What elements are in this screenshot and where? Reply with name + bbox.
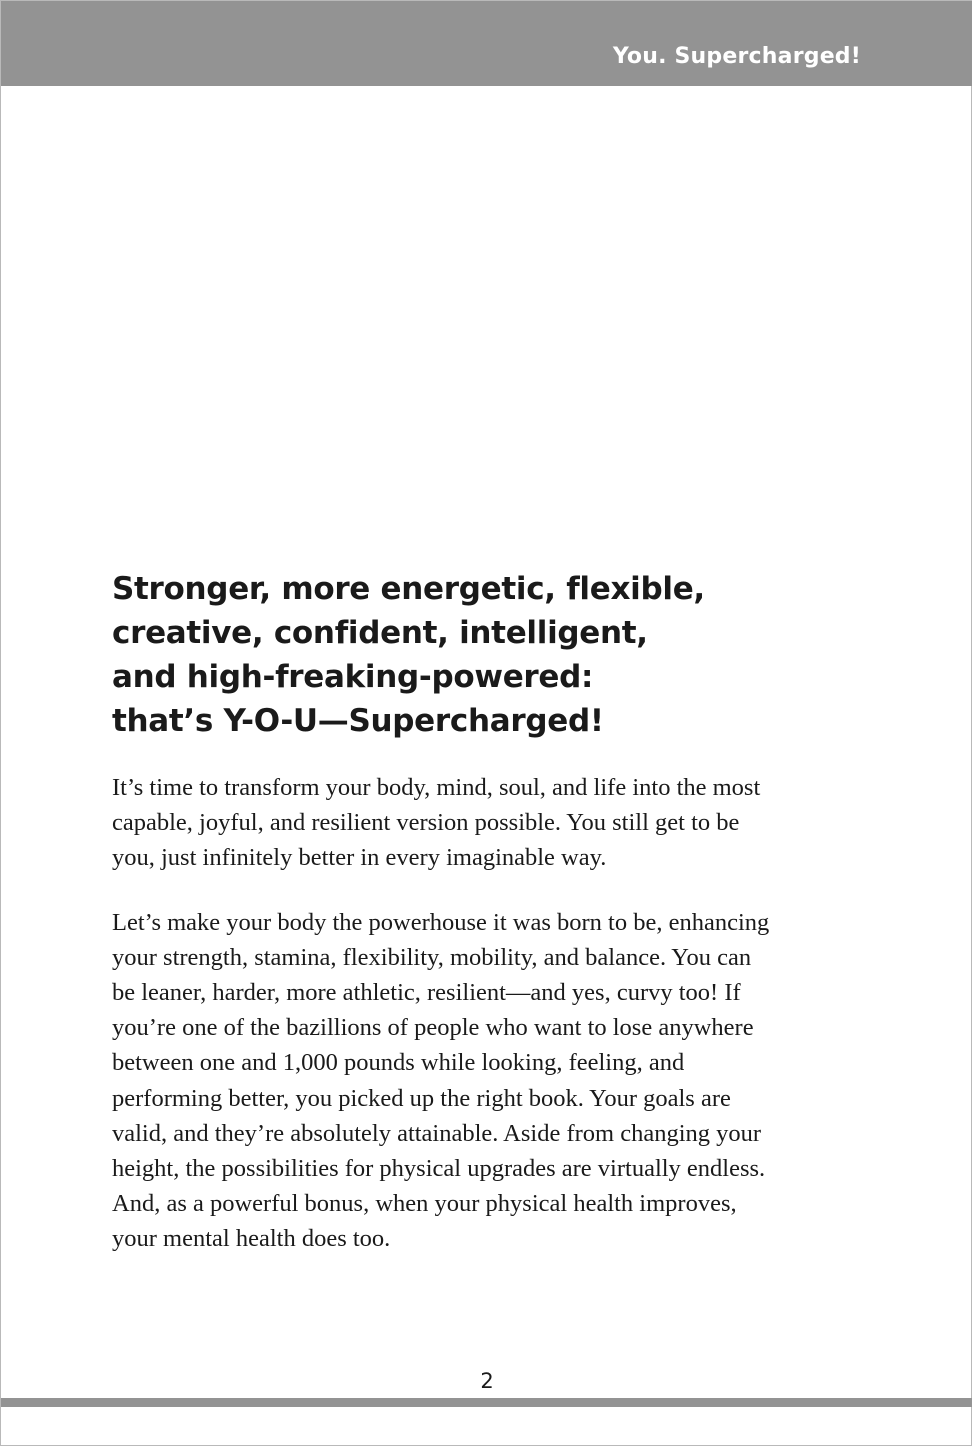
paragraph-line: your mental health does too. xyxy=(112,1225,391,1253)
paragraph-line: height, the possibilities for physical upgrades are virtually endless. xyxy=(112,1155,766,1183)
paragraph-line: between one and 1,000 pounds while looking, feeling, and xyxy=(112,1049,685,1077)
paragraph-line: Let’s make your body the powerhouse it was born to be, enhancing xyxy=(112,908,770,936)
section-heading xyxy=(112,567,872,743)
footer-bar xyxy=(1,1398,972,1407)
page-number: 2 xyxy=(480,1369,494,1393)
paragraph-line: It’s time to transform your body, mind, soul, and life into the most xyxy=(112,774,761,801)
header-bar xyxy=(1,1,972,86)
paragraph-line: And, as a powerful bonus, when your physical health improves, xyxy=(112,1190,737,1218)
paragraph-line: your strength, stamina, flexibility, mobility, and balance. You can xyxy=(112,943,752,971)
page-content xyxy=(112,567,872,1257)
paragraph-line: valid, and they’re absolutely attainable. Aside from changing your xyxy=(112,1119,762,1147)
paragraph-line: capable, joyful, and resilient version possible. You still get to be xyxy=(112,809,740,837)
paragraph-line: be leaner, harder, more athletic, resilient—and yes, curvy too! If xyxy=(112,979,741,1007)
heading-line: and high-freaking-powered: xyxy=(112,659,594,695)
running-head: You. Supercharged! xyxy=(612,44,861,69)
heading-line: Stronger, more energetic, flexible, xyxy=(112,571,705,607)
body-paragraph-2 xyxy=(112,905,872,1257)
heading-line: creative, confident, intelligent, xyxy=(112,615,648,651)
paragraph-line: you, just infinitely better in every imaginable way. xyxy=(112,844,607,872)
body-paragraph-1 xyxy=(112,770,872,876)
paragraph-line: you’re one of the bazillions of people who want to lose anywhere xyxy=(112,1014,754,1042)
paragraph-line: performing better, you picked up the right book. Your goals are xyxy=(112,1084,731,1112)
heading-line: that’s Y-O-U—Supercharged! xyxy=(112,703,604,739)
